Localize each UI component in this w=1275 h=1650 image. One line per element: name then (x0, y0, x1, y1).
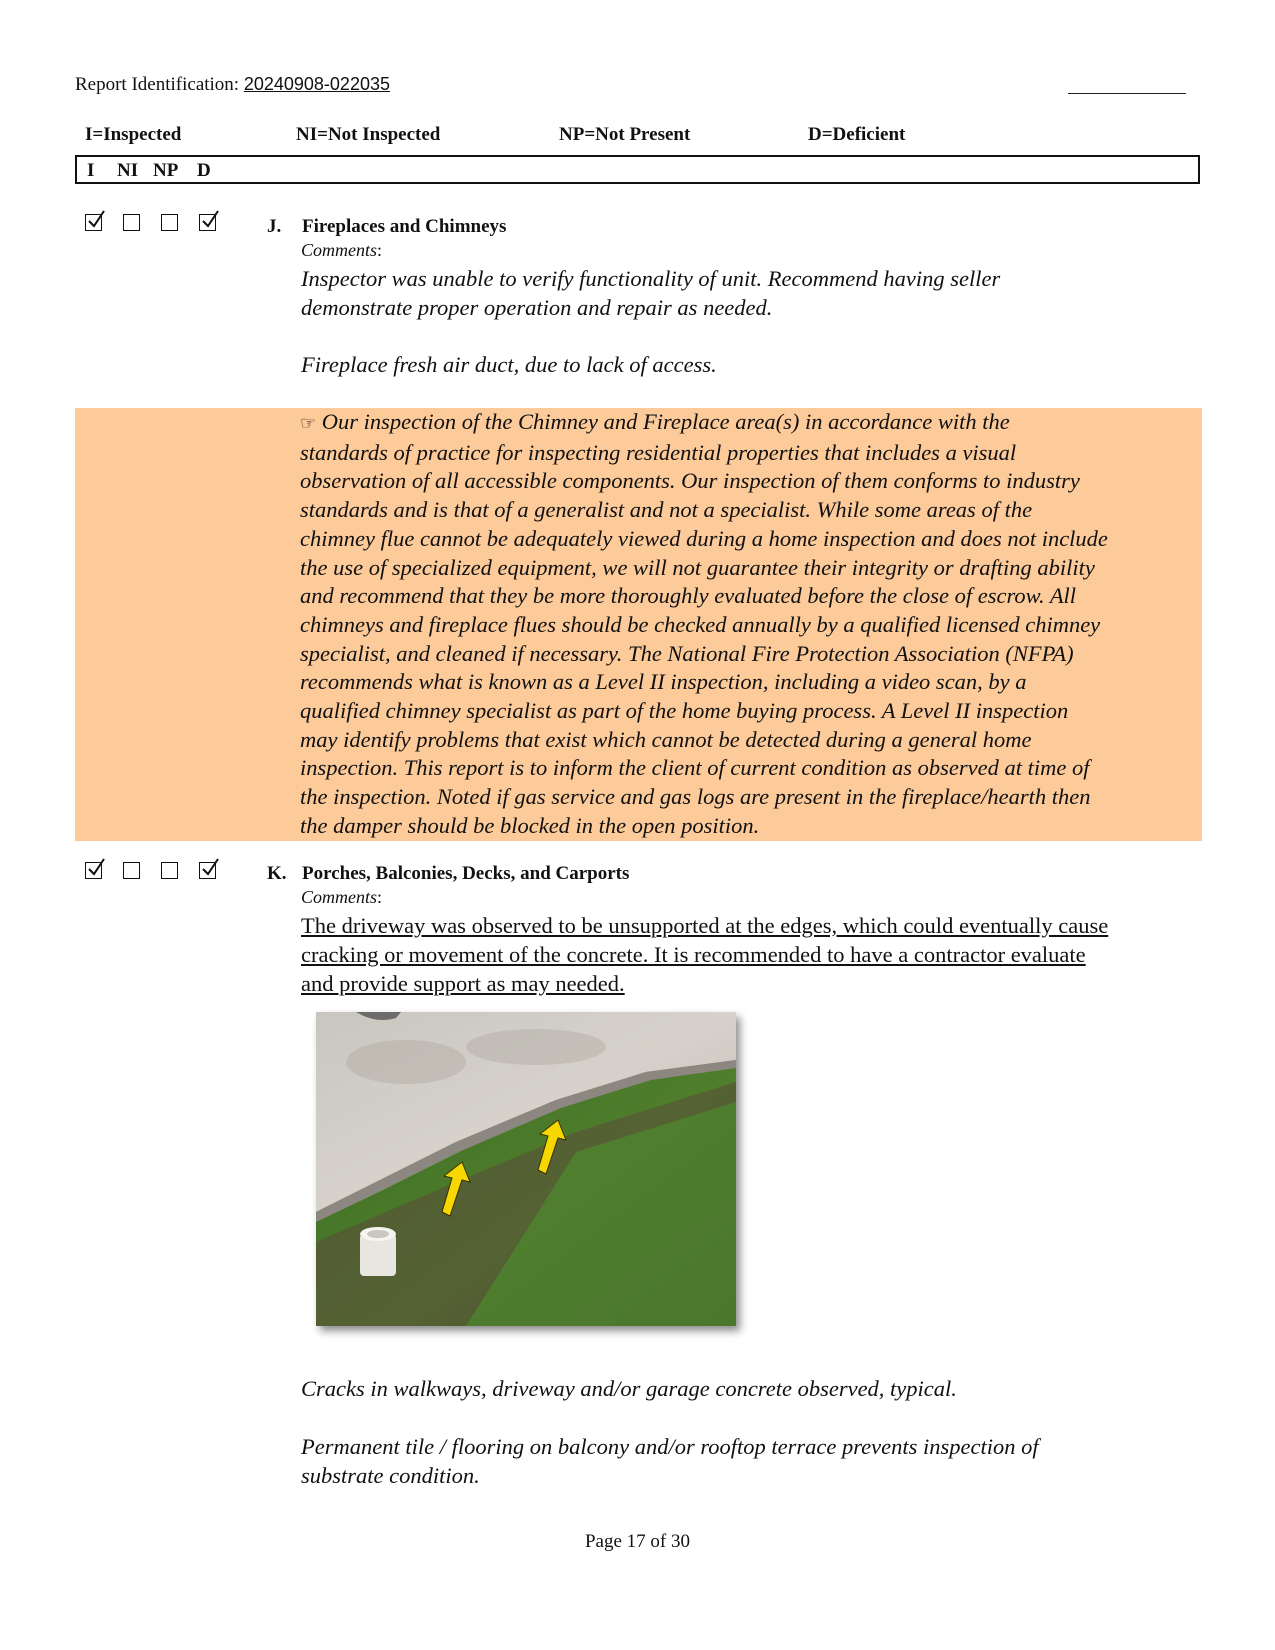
legend-inspected: I=Inspected (85, 124, 182, 145)
tile-flooring-comment (301, 1432, 1201, 1490)
section-j-letter: J. (267, 216, 282, 237)
disclaimer-line: specialist, and cleaned if necessary. The National Fire Protection Association (NFPA) (300, 640, 1074, 666)
comment-line: The driveway was observed to be unsupported at the edges, which could eventually cause (301, 913, 1109, 938)
col-header-ni: NI (117, 160, 139, 181)
disclaimer-line: qualified chimney specialist as part of the home buying process. A Level II inspection (300, 698, 1069, 724)
comment-line: Permanent tile / flooring on balcony and/or rooftop terrace prevents inspection of (301, 1434, 1039, 1459)
checkbox-j-inspected[interactable] (85, 214, 102, 231)
legend-deficient: D=Deficient (808, 124, 906, 145)
column-header-box (75, 155, 1200, 184)
disclaimer-line: recommends what is known as a Level II inspection, including a video scan, by a (300, 669, 1027, 695)
checkbox-k-inspected[interactable] (85, 862, 102, 879)
disclaimer-line: the inspection. Noted if gas service and gas logs are present in the fireplace/hearth then (300, 784, 1091, 810)
disclaimer-line: ☞ Our inspection of the Chimney and Fireplace area(s) in accordance with the (300, 409, 1010, 434)
page-number: Page 17 of 30 (584, 1531, 690, 1552)
disclaimer-line: chimney flue cannot be adequately viewed during a home inspection and does not include (300, 525, 1108, 551)
legend-not-present: NP=Not Present (559, 124, 691, 145)
chimney-disclaimer-text (300, 408, 1210, 841)
col-header-i: I (87, 160, 95, 181)
driveway-edge-photo[interactable] (316, 1012, 736, 1326)
checkmark-icon (87, 858, 105, 878)
comment-line: demonstrate proper operation and repair as needed. (301, 295, 773, 320)
section-j-comment-fresh-air: Fireplace fresh air duct, due to lack of access. (301, 352, 717, 377)
comment-line: and provide support as may needed. (301, 971, 625, 996)
disclaimer-line: the damper should be blocked in the open position. (300, 812, 760, 838)
section-k-letter: K. (267, 863, 287, 884)
legend-not-inspected: NI=Not Inspected (296, 124, 441, 145)
report-id-value: 20240908-022035 (243, 74, 390, 94)
disclaimer-line: standards of practice for inspecting residential properties that includes a visual (300, 439, 1017, 465)
pvc-pipe (360, 1227, 396, 1276)
checkmark-icon (87, 210, 105, 230)
section-j-comment-functionality (301, 264, 1201, 322)
checkmark-icon (201, 210, 219, 230)
disclaimer-line: chimneys and fireplace flues should be checked annually by a qualified licensed chimney (300, 611, 1101, 637)
section-k-title: Porches, Balconies, Decks, and Carports (302, 863, 630, 884)
pointing-hand-icon: ☞ (300, 413, 317, 434)
checkbox-j-deficient[interactable] (199, 214, 216, 231)
checkbox-k-deficient[interactable] (199, 862, 216, 879)
shadow-patch (466, 1029, 606, 1065)
disclaimer-line: inspection. This report is to inform the client of current condition as observed at time of (300, 755, 1090, 781)
photo-illustration (316, 1012, 736, 1326)
checkbox-k-not-present[interactable] (161, 862, 178, 879)
comment-line: Inspector was unable to verify functionality of unit. Recommend having seller (301, 266, 1001, 291)
section-j-comments-label: Comments: (301, 240, 383, 260)
col-header-d: D (197, 160, 211, 181)
cracks-comment: Cracks in walkways, driveway and/or garage concrete observed, typical. (301, 1376, 957, 1401)
checkbox-j-not-present[interactable] (161, 214, 178, 231)
col-header-np: NP (153, 160, 179, 181)
disclaimer-line: may identify problems that exist which cannot be detected during a general home (300, 726, 1032, 752)
checkmark-icon (201, 858, 219, 878)
disclaimer-line: the use of specialized equipment, we will not guarantee their integrity or drafting ability (300, 554, 1095, 580)
disclaimer-line: observation of all accessible components. Our inspection of them conforms to industry (300, 468, 1080, 494)
disclaimer-line: and recommend that they be more thoroughly evaluated before the close of escrow. All (300, 583, 1077, 609)
comment-line: substrate condition. (301, 1463, 480, 1488)
checkbox-k-not-inspected[interactable] (123, 862, 140, 879)
checkbox-j-not-inspected[interactable] (123, 214, 140, 231)
report-id-label: Report Identification: (75, 74, 240, 95)
comment-line: cracking or movement of the concrete. It is recommended to have a contractor evaluate (301, 942, 1086, 967)
report-identification (75, 74, 390, 96)
disclaimer-line: standards and is that of a generalist and not a specialist. While some areas of the (300, 497, 1033, 523)
driveway-unsupported-comment (301, 911, 1221, 998)
section-j-title: Fireplaces and Chimneys (302, 216, 507, 237)
signature-line (1068, 93, 1186, 94)
shadow-patch (346, 1040, 466, 1084)
section-k-comments-label: Comments: (301, 887, 383, 907)
